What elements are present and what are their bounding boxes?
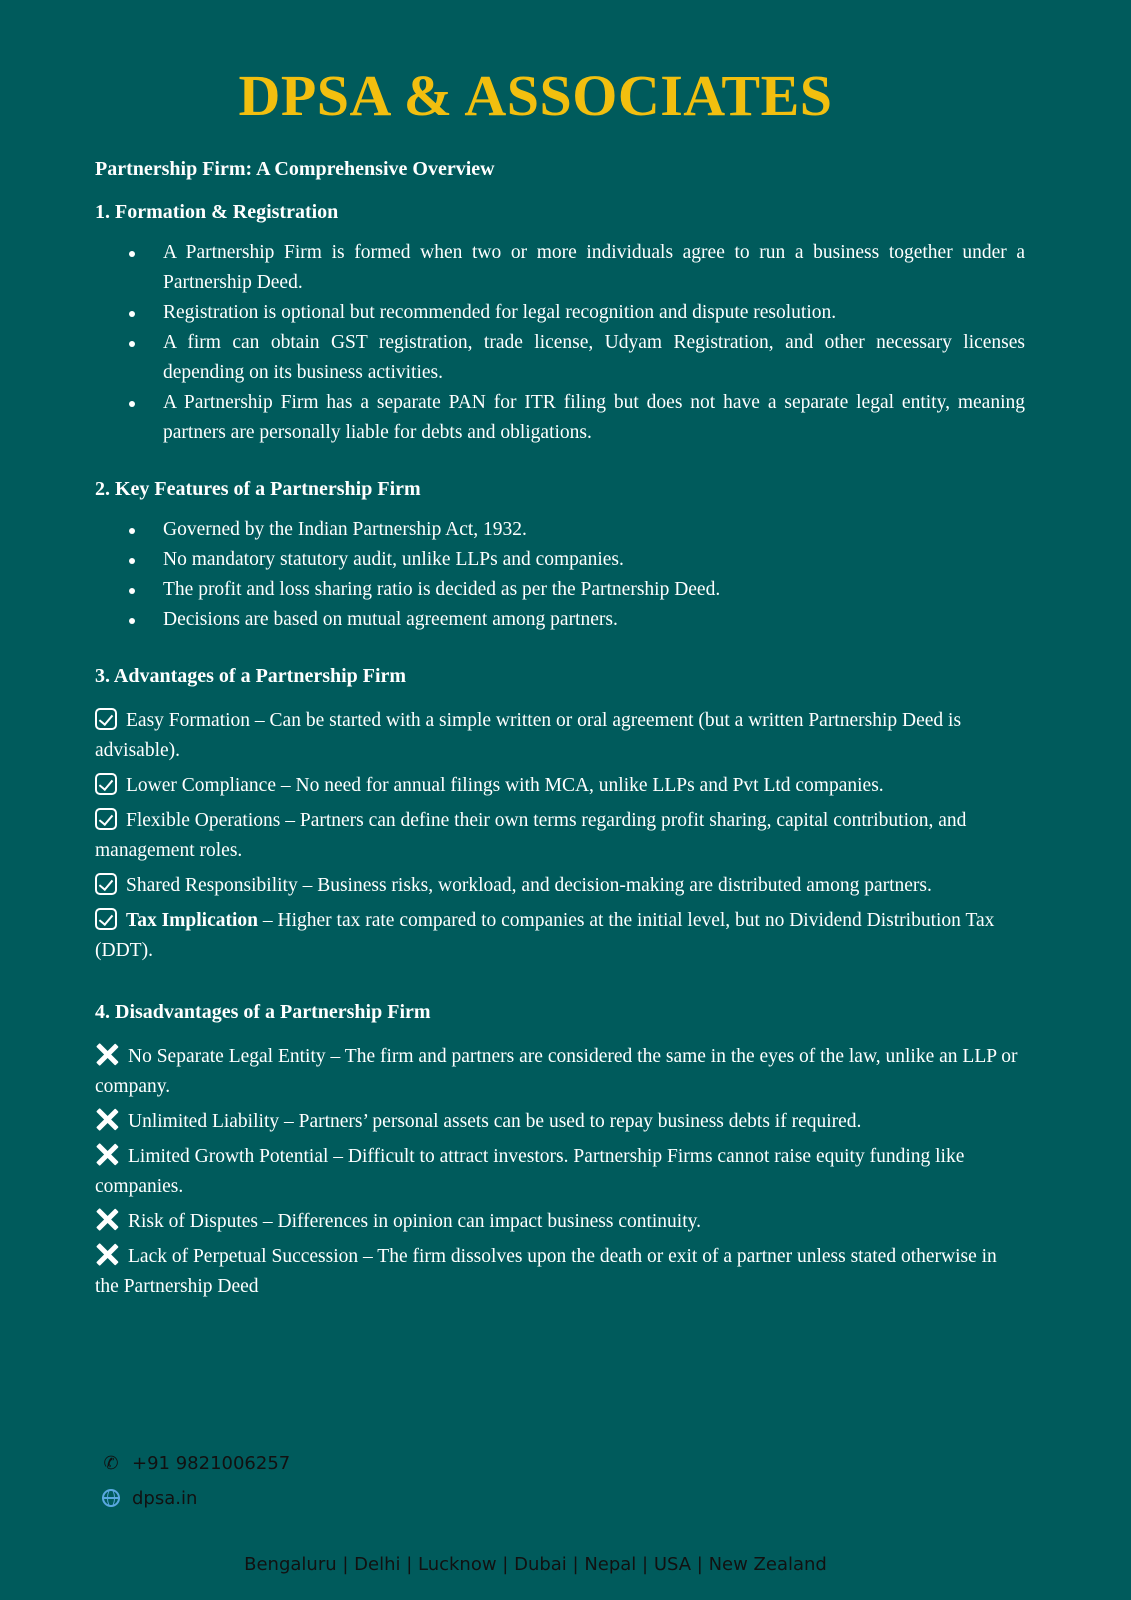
checkbox-checked-icon bbox=[95, 808, 117, 830]
cross-mark-icon bbox=[95, 1042, 119, 1066]
section-heading-formation: 1. Formation & Registration bbox=[95, 201, 339, 223]
key-features-list bbox=[95, 515, 1025, 635]
phone-icon: ✆ bbox=[103, 1453, 119, 1474]
list-item: Risk of Disputes – Differences in opinion can impact business continuity. bbox=[95, 1207, 1025, 1237]
bullet-icon bbox=[129, 618, 135, 624]
list-item: Easy Formation – Can be started with a simple written or oral agreement (but a written Partnership Deed is advisable). bbox=[95, 710, 962, 761]
bullet-icon bbox=[129, 251, 135, 257]
list-item: Flexible Operations – Partners can define their own terms regarding profit sharing, capital contribution, and management roles. bbox=[95, 810, 967, 861]
bullet-icon bbox=[129, 528, 135, 534]
list-item: A Partnership Firm is formed when two or more individuals agree to run a business together under a Partnership Deed. bbox=[95, 238, 1025, 298]
list-item: Limited Growth Potential – Difficult to attract investors. Partnership Firms cannot raise equity funding like companies. bbox=[95, 1142, 1025, 1202]
document-body bbox=[95, 158, 1025, 1307]
footer-locations: Bengaluru | Delhi | Lucknow | Dubai | Nepal | USA | New Zealand bbox=[244, 1554, 827, 1575]
list-item: No mandatory statutory audit, unlike LLPs and companies. bbox=[95, 545, 1025, 575]
checkbox-checked-icon bbox=[95, 873, 117, 895]
list-item: Registration is optional but recommended for legal recognition and dispute resolution. bbox=[95, 298, 1025, 328]
checkbox-checked-icon bbox=[95, 908, 117, 930]
advantages-list bbox=[95, 706, 1025, 966]
bullet-icon bbox=[129, 558, 135, 564]
list-item: Unlimited Liability – Partners’ personal assets can be used to repay business debts if required. bbox=[95, 1107, 1025, 1137]
formation-list bbox=[95, 238, 1025, 448]
contact-website[interactable] bbox=[98, 1488, 197, 1509]
list-item: Lower Compliance – No need for annual filings with MCA, unlike LLPs and Pvt Ltd companies. bbox=[95, 771, 1025, 801]
section-heading-key-features: 2. Key Features of a Partnership Firm bbox=[95, 478, 421, 500]
bullet-icon bbox=[129, 311, 135, 317]
cross-mark-icon bbox=[95, 1142, 119, 1166]
list-item: Lack of Perpetual Succession – The firm dissolves upon the death or exit of a partner unless stated otherwise in the Partnership Deed bbox=[95, 1242, 1025, 1302]
bullet-icon bbox=[129, 401, 135, 407]
phone-number: +91 9821006257 bbox=[132, 1453, 291, 1474]
cross-mark-icon bbox=[95, 1242, 119, 1266]
list-item: A Partnership Firm has a separate PAN for ITR filing but does not have a separate legal entity, meaning partners are personally liable for debts and obligations. bbox=[95, 388, 1025, 448]
website-link: dpsa.in bbox=[132, 1488, 198, 1509]
list-item: No Separate Legal Entity – The firm and partners are considered the same in the eyes of the law, unlike an LLP or company. bbox=[95, 1042, 1025, 1102]
bullet-icon bbox=[129, 588, 135, 594]
section-heading-advantages: 3. Advantages of a Partnership Firm bbox=[95, 665, 407, 687]
list-item: Governed by the Indian Partnership Act, 1932. bbox=[95, 515, 1025, 545]
disadvantages-list bbox=[95, 1042, 1025, 1302]
list-item: Tax Implication – Higher tax rate compared to companies at the initial level, but no Dividend Distribution Tax (DDT). bbox=[95, 910, 995, 961]
list-item: A firm can obtain GST registration, trade license, Udyam Registration, and other necessary licenses depending on its business activities. bbox=[95, 328, 1025, 388]
checkbox-checked-icon bbox=[95, 773, 117, 795]
document-title: Partnership Firm: A Comprehensive Overview bbox=[95, 158, 495, 180]
section-heading-disadvantages: 4. Disadvantages of a Partnership Firm bbox=[95, 1001, 431, 1023]
bullet-icon bbox=[129, 341, 135, 347]
list-item: Decisions are based on mutual agreement among partners. bbox=[95, 605, 1025, 635]
globe-icon bbox=[102, 1489, 120, 1507]
cross-mark-icon bbox=[95, 1107, 119, 1131]
cross-mark-icon bbox=[95, 1207, 119, 1231]
brand-title: DPSA & ASSOCIATES bbox=[238, 63, 833, 128]
list-item: The profit and loss sharing ratio is decided as per the Partnership Deed. bbox=[95, 575, 1025, 605]
checkbox-checked-icon bbox=[95, 708, 117, 730]
contact-phone[interactable] bbox=[98, 1453, 290, 1474]
list-item: Shared Responsibility – Business risks, workload, and decision-making are distributed among partners. bbox=[95, 871, 1025, 901]
